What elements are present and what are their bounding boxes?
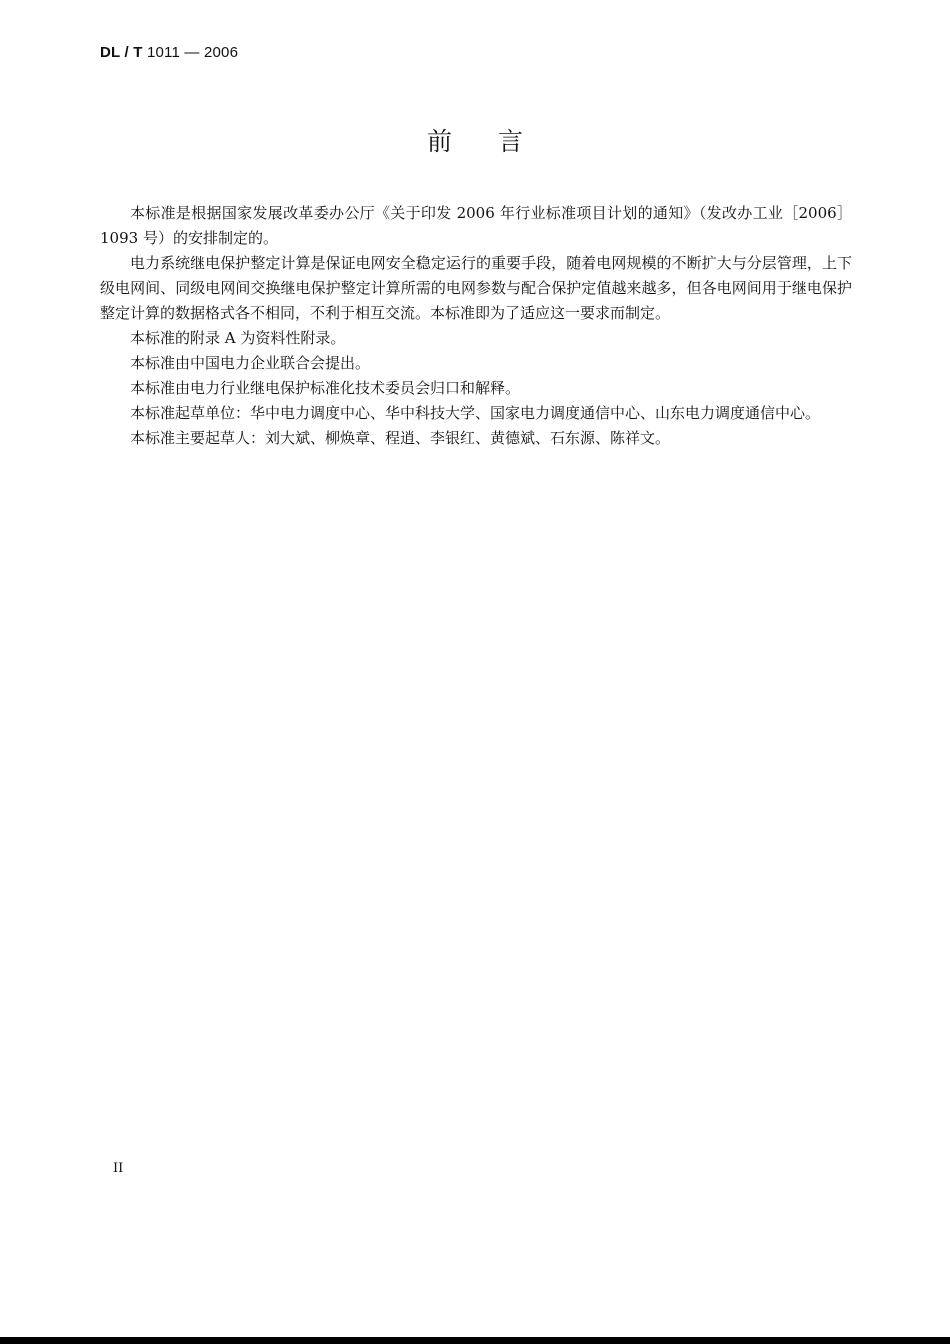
- paragraph-appendix: 本标准的附录 A 为资料性附录。: [130, 329, 346, 347]
- document-code: [100, 44, 238, 61]
- document-code-number: 1011 — 2006: [146, 44, 239, 61]
- page-number: II: [113, 1161, 124, 1176]
- foreword-body: [100, 201, 852, 451]
- paragraph-proposer: 本标准由中国电力企业联合会提出。: [130, 354, 371, 372]
- page-title: 前言: [426, 127, 569, 156]
- paragraph-basis: 本标准是根据国家发展改革委办公厅《关于印发 2006 年行业标准项目计划的通知》（发改办工业［2006］1093 号）的安排制定的。: [100, 204, 852, 247]
- paragraph-management: 本标准由电力行业继电保护标准化技术委员会归口和解释。: [130, 379, 521, 397]
- document-code-prefix: DL / T: [100, 44, 143, 61]
- bottom-border: [0, 1337, 950, 1344]
- paragraph-purpose: 电力系统继电保护整定计算是保证电网安全稳定运行的重要手段，随着电网规模的不断扩大与分层管理，上下级电网间、同级电网间交换继电保护整定计算所需的电网参数与配合保护定值越来越多，但各电网间用于继电保护整定计算的数据格式各不相同，不利于相互交流。本标准即为了适应这一要求而制定。: [100, 254, 852, 322]
- paragraph-drafters: 本标准主要起草人：刘大斌、柳焕章、程逍、李银红、黄德斌、石东源、陈祥文。: [130, 429, 671, 447]
- paragraph-drafting-units: 本标准起草单位：华中电力调度中心、华中科技大学、国家电力调度通信中心、山东电力调度通信中心。: [130, 404, 821, 422]
